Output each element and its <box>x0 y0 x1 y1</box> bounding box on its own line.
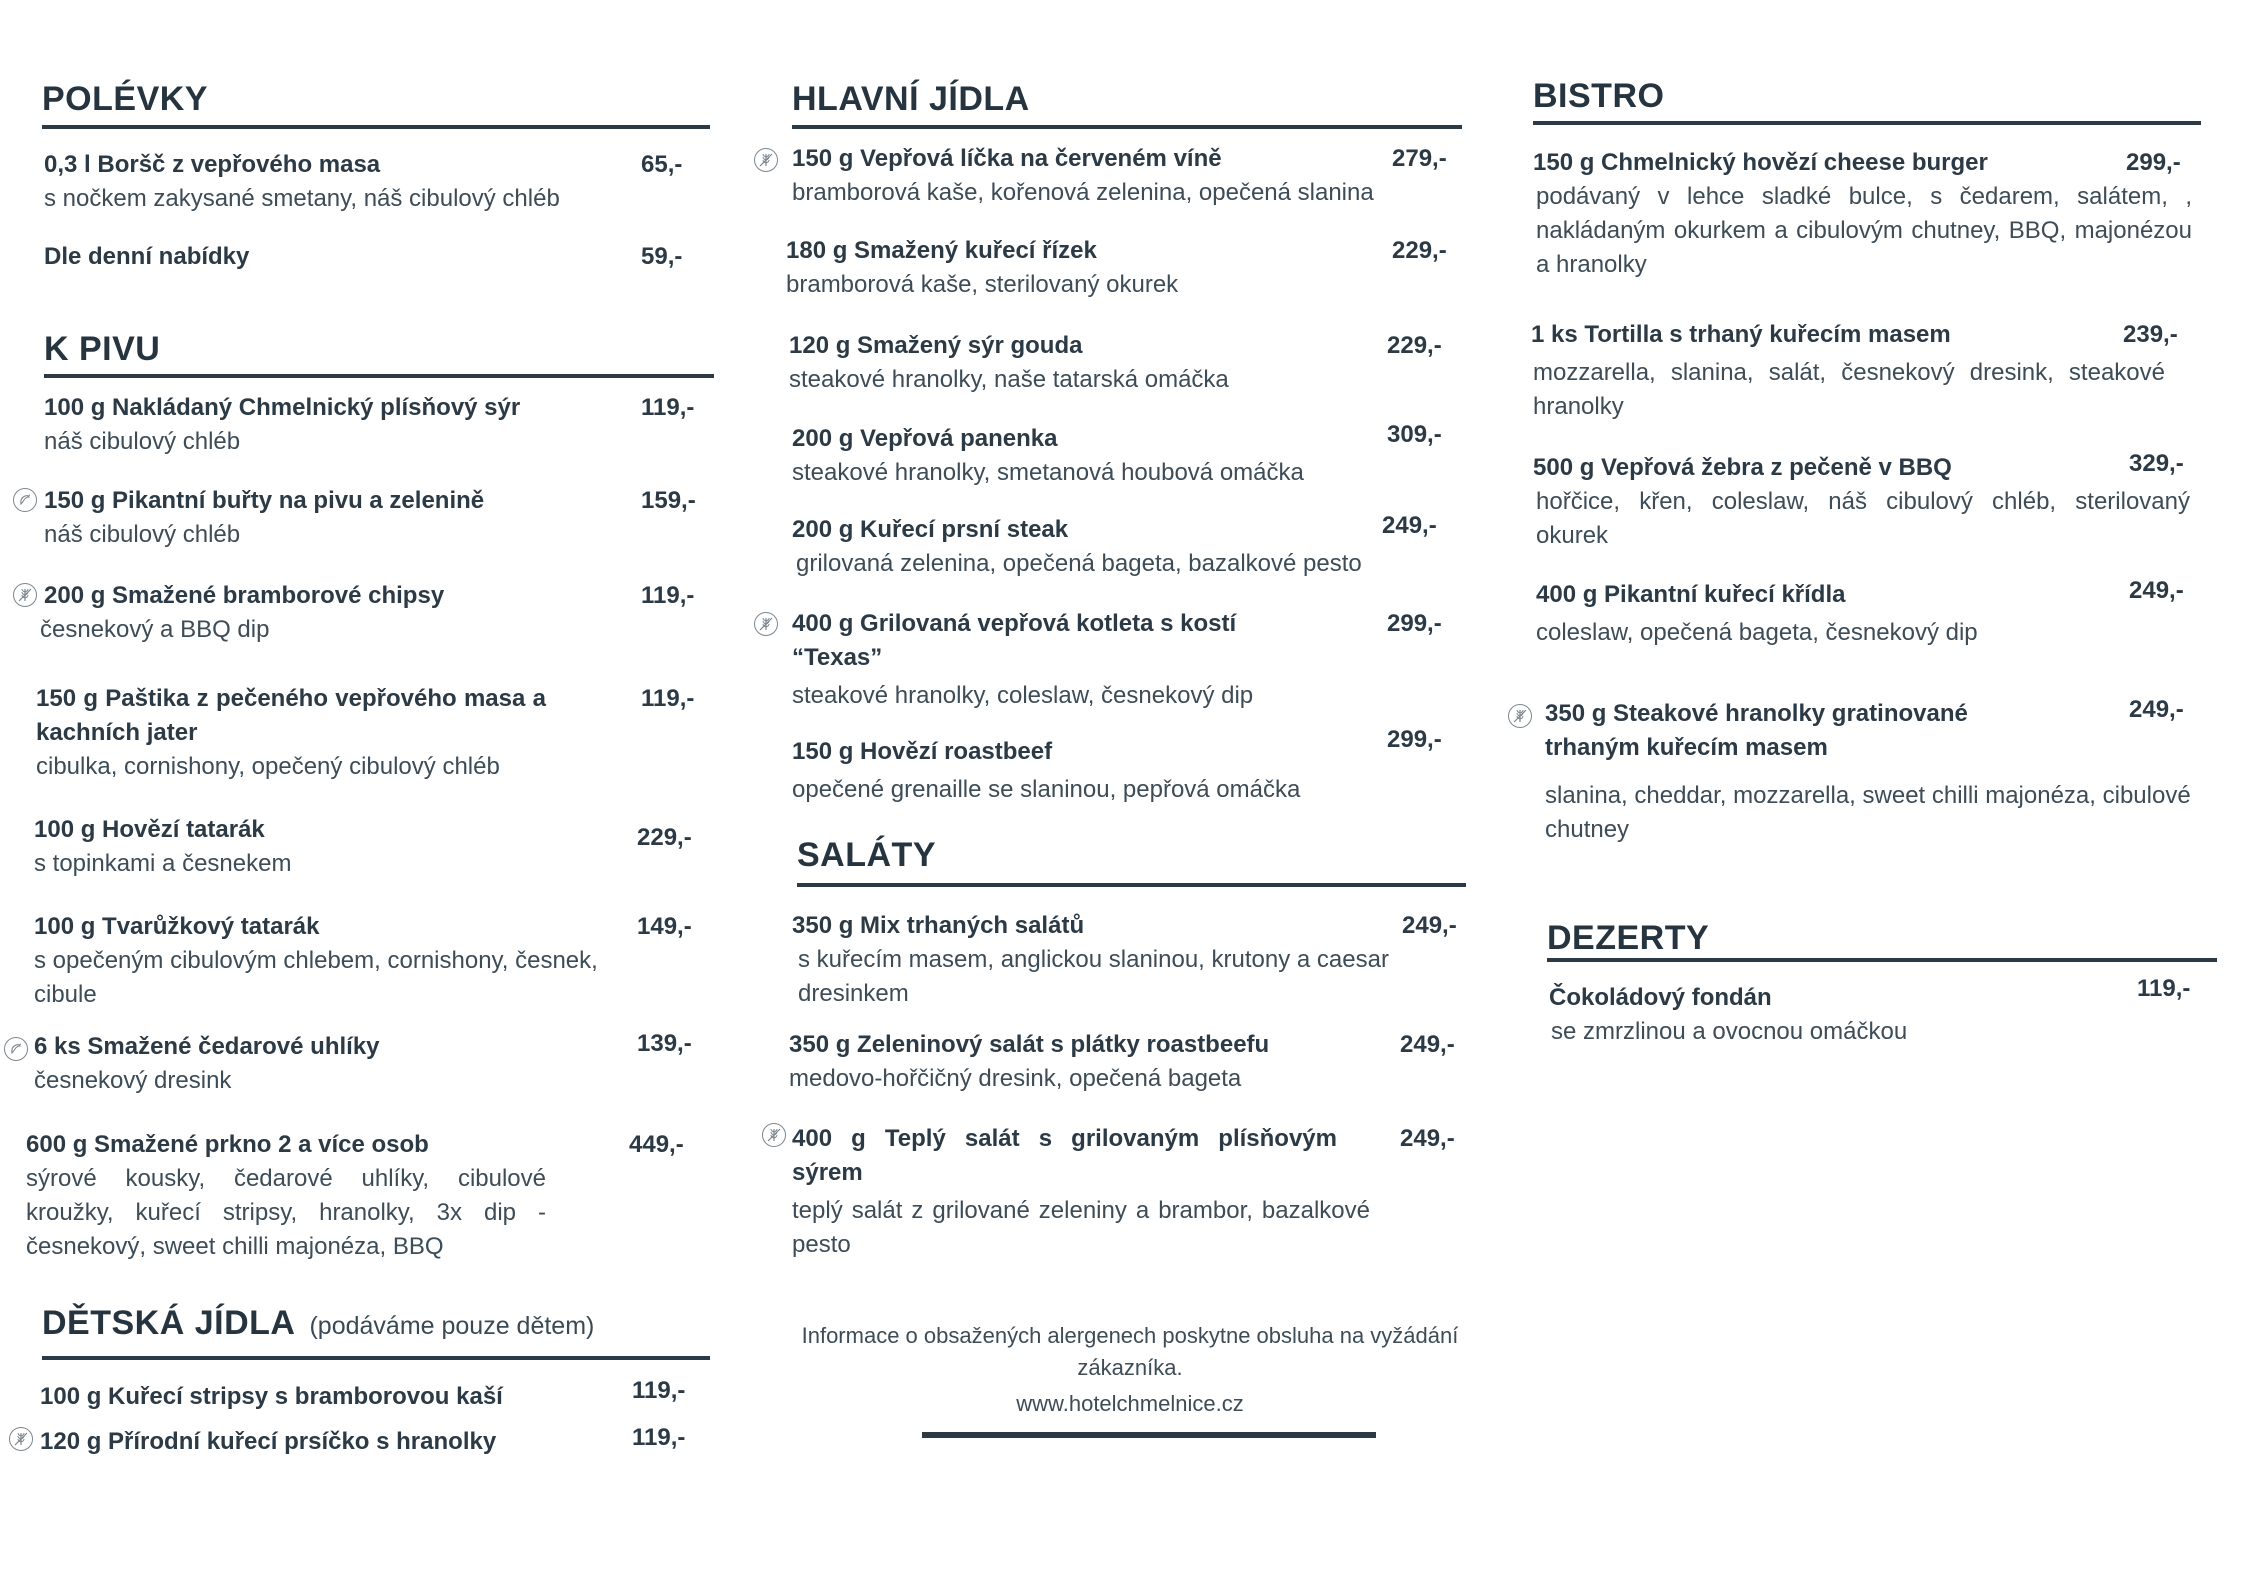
menu-item <box>789 329 1462 397</box>
menu-item <box>792 1122 1472 1262</box>
section-title-k-pivu: K PIVU <box>44 330 161 368</box>
item-price: 249,- <box>1402 912 1457 939</box>
menu-item <box>792 513 1462 581</box>
item-name: 120 g Smažený sýr gouda <box>789 332 1083 359</box>
item-description: cibulka, cornishony, opečený cibulový chléb <box>36 753 500 780</box>
item-name: 150 g Pikantní buřty na pivu a zelenině <box>44 487 485 514</box>
item-name: 600 g Smažené prkno 2 a více osob <box>26 1131 429 1158</box>
item-price: 299,- <box>1387 726 1442 753</box>
item-description: bramborová kaše, kořenová zelenina, opečená slanina <box>792 179 1374 206</box>
menu-item <box>44 148 704 216</box>
item-name: 200 g Vepřová panenka <box>792 425 1058 452</box>
item-price: 59,- <box>641 243 683 270</box>
item-price: 229,- <box>637 824 692 851</box>
item-description: česnekový dresink <box>34 1067 232 1094</box>
gluten-free-icon <box>762 1123 786 1147</box>
section-divider <box>42 125 710 129</box>
item-description: s nočkem zakysané smetany, náš cibulový chléb <box>44 185 560 212</box>
menu-item <box>34 1030 704 1098</box>
item-name: 180 g Smažený kuřecí řízek <box>786 237 1097 264</box>
menu-item <box>792 909 1472 1011</box>
item-price: 119,- <box>641 582 695 609</box>
chili-icon <box>13 488 37 512</box>
item-name: 350 g Zeleninový salát s plátky roastbeefu <box>789 1031 1270 1058</box>
item-description: sýrové kousky, čedarové uhlíky, cibulové kroužky, kuřecí stripsy, hranolky, 3x dip - česnekový, sweet chilli majonéza, BBQ <box>26 1165 546 1260</box>
item-description: medovo-hořčičný dresink, opečená bageta <box>789 1065 1242 1092</box>
item-description: podávaný v lehce sladké bulce, s čedarem, salátem, , nakládaným okurkem a cibulovým chutney, BBQ, majonézou a hranolky <box>1536 183 2192 278</box>
section-title-dezerty: DEZERTY <box>1547 919 1710 957</box>
website-link[interactable]: www.hotelchmelnice.cz <box>1016 1391 1244 1416</box>
item-description: mozzarella, slanina, salát, česnekový dresink, steakové hranolky <box>1533 359 2165 420</box>
item-price: 449,- <box>629 1131 684 1158</box>
item-price: 239,- <box>2123 321 2178 348</box>
item-name: 350 g Mix trhaných salátů <box>792 912 1085 939</box>
item-name: 0,3 l Boršč z vepřového masa <box>44 151 381 178</box>
item-price: 299,- <box>1387 610 1442 637</box>
menu-item <box>789 1028 1472 1096</box>
item-price: 249,- <box>1400 1125 1455 1152</box>
menu-item <box>36 682 704 784</box>
item-description: coleslaw, opečená bageta, česnekový dip <box>1536 619 1978 646</box>
menu-item <box>1533 146 2193 282</box>
item-price: 299,- <box>2126 149 2181 176</box>
item-description: steakové hranolky, coleslaw, česnekový dip <box>792 682 1254 709</box>
item-price: 249,- <box>2129 696 2184 723</box>
menu-item <box>1533 451 2193 553</box>
menu-item <box>1545 697 2193 847</box>
item-description: s kuřecím masem, anglickou slaninou, krutony a caesar dresinkem <box>798 946 1389 1007</box>
gluten-free-icon <box>13 583 37 607</box>
item-description: slanina, cheddar, mozzarella, sweet chilli majonéza, cibulové chutney <box>1545 782 2191 843</box>
section-divider <box>44 374 714 378</box>
item-price: 159,- <box>641 487 696 514</box>
item-price: 249,- <box>1382 512 1437 539</box>
item-description: náš cibulový chléb <box>44 428 241 455</box>
item-name: 500 g Vepřová žebra z pečeně v BBQ <box>1533 454 1952 481</box>
item-description: s opečeným cibulovým chlebem, cornishony, česnek, cibule <box>34 947 598 1008</box>
item-description: grilovaná zelenina, opečená bageta, bazalkové pesto <box>796 550 1362 577</box>
menu-item <box>26 1128 704 1264</box>
item-price: 149,- <box>637 913 692 940</box>
menu-item <box>792 607 1462 713</box>
item-price: 229,- <box>1392 237 1447 264</box>
section-title-detska-jidla <box>42 1304 594 1343</box>
menu-item <box>34 910 704 1012</box>
item-name: 6 ks Smažené čedarové uhlíky <box>34 1033 380 1060</box>
menu-item <box>44 240 704 274</box>
item-price: 249,- <box>2129 577 2184 604</box>
item-name: 400 g Grilovaná vepřová kotleta s kostí “Texas” <box>792 610 1237 671</box>
item-name: 150 g Chmelnický hovězí cheese burger <box>1533 149 1988 176</box>
menu-item <box>40 1425 704 1459</box>
footer-divider <box>922 1432 1376 1438</box>
item-description: se zmrzlinou a ovocnou omáčkou <box>1551 1018 1908 1045</box>
item-price: 119,- <box>2137 975 2191 1002</box>
item-name: Čokoládový fondán <box>1549 984 1772 1011</box>
menu-item <box>792 422 1462 490</box>
menu-item <box>44 391 704 459</box>
item-price: 249,- <box>1400 1031 1455 1058</box>
section-title-salaty: SALÁTY <box>797 836 936 874</box>
item-price: 119,- <box>641 685 695 712</box>
item-price: 119,- <box>641 394 695 421</box>
item-name: 150 g Paštika z pečeného vepřového masa a kachních jater <box>36 685 546 746</box>
menu-item <box>1531 318 2193 424</box>
item-name: 150 g Hovězí roastbeef <box>792 738 1053 765</box>
section-title-text: DĚTSKÁ JÍDLA <box>42 1304 296 1342</box>
gluten-free-icon <box>9 1427 33 1451</box>
item-name: 200 g Kuřecí prsní steak <box>792 516 1069 543</box>
allergen-info: Informace o obsažených alergenech poskytne obsluha na vyžádání zákazníka. <box>801 1323 1459 1380</box>
item-description: hořčice, křen, coleslaw, náš cibulový chléb, sterilovaný okurek <box>1536 488 2190 549</box>
item-description: náš cibulový chléb <box>44 521 241 548</box>
section-note: (podáváme pouze dětem) <box>309 1312 595 1340</box>
section-divider <box>792 125 1462 129</box>
item-name: 100 g Nakládaný Chmelnický plísňový sýr <box>44 394 521 421</box>
item-price: 119,- <box>632 1377 686 1404</box>
item-description: steakové hranolky, smetanová houbová omáčka <box>792 459 1304 486</box>
item-description: steakové hranolky, naše tatarská omáčka <box>789 366 1229 393</box>
item-name: 100 g Hovězí tatarák <box>34 816 265 843</box>
item-price: 139,- <box>637 1030 692 1057</box>
item-name: 350 g Steakové hranolky gratinované trhaným kuřecím masem <box>1545 700 1968 761</box>
menu-item <box>786 234 1462 302</box>
menu-item <box>792 142 1462 210</box>
menu-item <box>40 1377 704 1414</box>
item-price: 229,- <box>1387 332 1442 359</box>
item-name: 100 g Kuřecí stripsy s bramborovou kaší <box>40 1383 503 1410</box>
item-price: 279,- <box>1392 145 1447 172</box>
section-title-polevky: POLÉVKY <box>42 80 208 118</box>
item-price: 309,- <box>1387 421 1442 448</box>
item-description: česnekový a BBQ dip <box>40 616 270 643</box>
menu-item <box>34 813 704 881</box>
item-name: Dle denní nabídky <box>44 243 250 270</box>
item-description: opečené grenaille se slaninou, pepřová omáčka <box>792 776 1301 803</box>
menu-item <box>792 726 1462 807</box>
item-price: 119,- <box>632 1424 686 1451</box>
gluten-free-icon <box>754 612 778 636</box>
item-description: s topinkami a česnekem <box>34 850 292 877</box>
item-name: 200 g Smažené bramborové chipsy <box>44 582 445 609</box>
menu-item <box>1536 578 2193 650</box>
item-name: 1 ks Tortilla s trhaný kuřecím masem <box>1531 321 1951 348</box>
section-divider <box>42 1356 710 1360</box>
menu-item <box>1549 975 2195 1049</box>
chili-icon <box>4 1037 28 1061</box>
section-divider <box>797 883 1466 887</box>
item-description: teplý salát z grilované zeleniny a brambor, bazalkové pesto <box>792 1197 1370 1258</box>
section-divider <box>1533 121 2201 125</box>
item-price: 65,- <box>641 151 683 178</box>
gluten-free-icon <box>1508 704 1532 728</box>
section-title-bistro: BISTRO <box>1533 77 1665 115</box>
item-name: 120 g Přírodní kuřecí prsíčko s hranolky <box>40 1428 497 1455</box>
item-description: bramborová kaše, sterilovaný okurek <box>786 271 1179 298</box>
menu-item <box>40 579 704 647</box>
item-name: 150 g Vepřová líčka na červeném víně <box>792 145 1222 172</box>
section-divider <box>1547 958 2217 962</box>
section-title-hlavni-jidla: HLAVNÍ JÍDLA <box>792 80 1030 118</box>
item-name: 100 g Tvarůžkový tatarák <box>34 913 320 940</box>
item-price: 329,- <box>2129 450 2184 477</box>
menu-item <box>44 484 704 552</box>
gluten-free-icon <box>754 148 778 172</box>
item-name: 400 g Pikantní kuřecí křídla <box>1536 581 1846 608</box>
item-name: 400 g Teplý salát s grilovaným plísňovým sýrem <box>792 1125 1337 1186</box>
